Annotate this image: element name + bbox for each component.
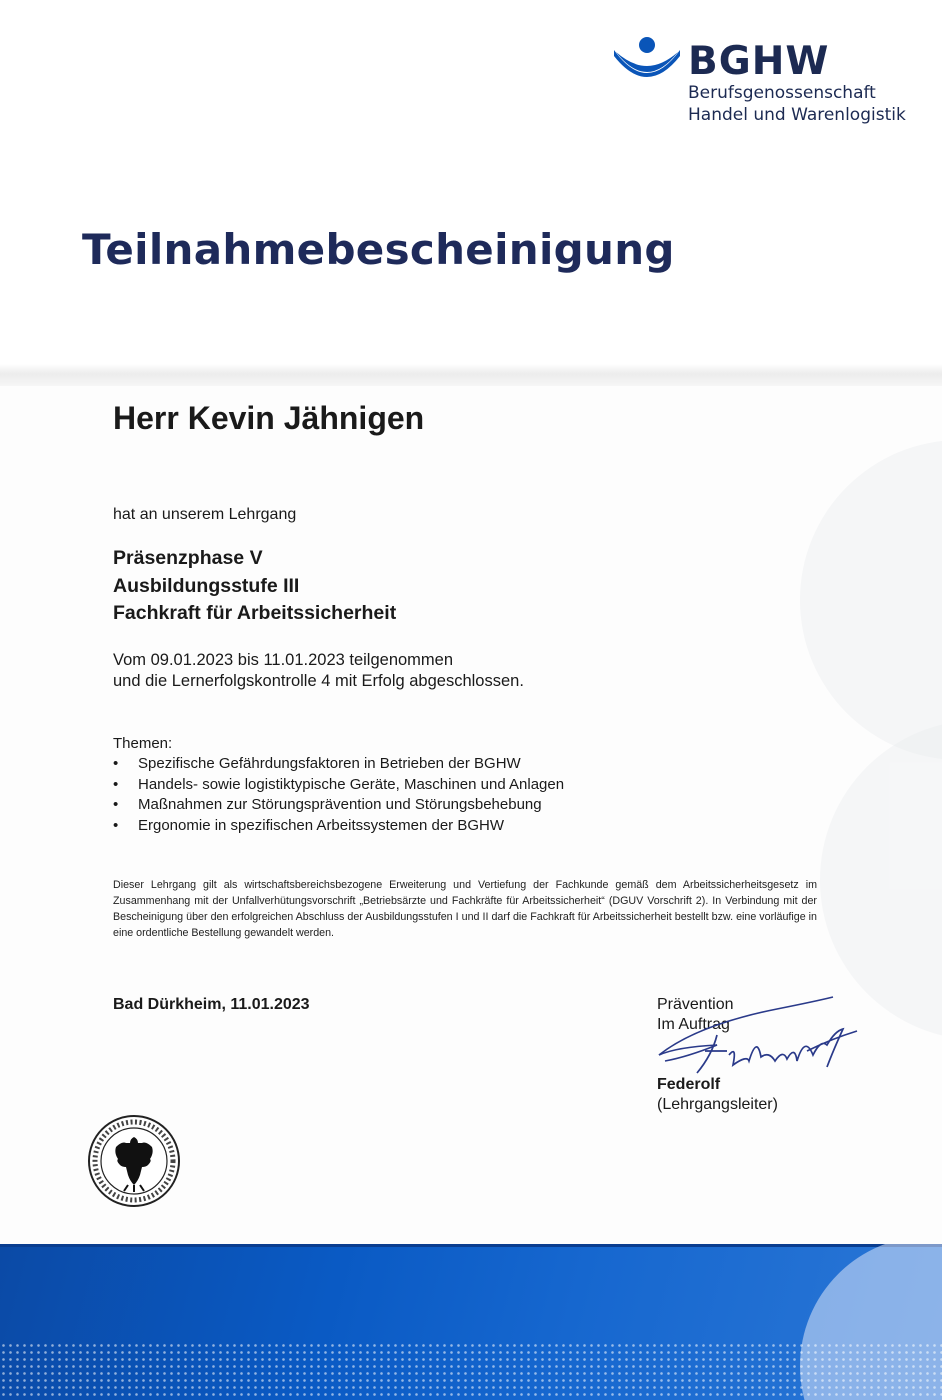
topic-text: Handels- sowie logistiktypische Geräte, Maschinen und Anlagen	[138, 775, 565, 793]
signatory-name: Federolf	[657, 1076, 721, 1093]
place-date: Bad Dürkheim, 11.01.2023	[113, 996, 310, 1013]
bullet-icon: •	[113, 755, 119, 772]
bghw-logo-icon	[612, 36, 682, 86]
topic-item	[113, 775, 564, 796]
official-seal	[86, 1113, 182, 1209]
brand-name: BGHW	[688, 39, 830, 84]
topic-item	[113, 754, 564, 775]
recipient-name: Herr Kevin Jähnigen	[113, 400, 425, 436]
course-block	[113, 545, 396, 628]
brand-subtitle-line1: Berufsgenossenschaft	[688, 83, 876, 103]
footer-band	[0, 1244, 942, 1400]
bghw-logo	[612, 30, 922, 130]
paper-fold	[0, 364, 942, 386]
topic-item	[113, 795, 564, 816]
topics-label: Themen:	[113, 735, 173, 752]
legal-notice: Dieser Lehrgang gilt als wirtschaftsbereichsbezogene Erweiterung und Vertiefung der Fachkunde gemäß dem Arbeitssicherheitsgesetz im Zusammenhang mit der Unfallverhütungsvorschrift „Betriebsärzte und Fachkräfte für Arbeitssicherheit“ (DGUV Vorschrift 2). In Verbindung mit der Bescheinigung über den erfolgreichen Abschluss der Ausbildungsstufen I und II darf die Fachkraft für Arbeitssicherheit bestellt bzw. eine vorläufige in eine ordentliche Bestellung gewandelt werden.	[113, 879, 817, 939]
topic-item	[113, 816, 564, 837]
period-line: Vom 09.01.2023 bis 11.01.2023 teilgenommen	[113, 651, 454, 669]
signature-department: Prävention	[657, 996, 734, 1013]
course-line: Ausbildungsstufe III	[113, 574, 300, 597]
course-line: Fachkraft für Arbeitssicherheit	[113, 602, 397, 624]
bullet-icon: •	[113, 796, 119, 813]
signature-block	[657, 995, 887, 1135]
topics-list	[113, 754, 564, 836]
topic-text: Spezifische Gefährdungsfaktoren in Betrieben der BGHW	[138, 755, 521, 772]
period-block	[113, 650, 524, 692]
bullet-icon: •	[113, 775, 119, 793]
signature-authority: Im Auftrag	[657, 1016, 730, 1033]
eagle-seal-icon	[86, 1113, 182, 1209]
bullet-icon: •	[113, 816, 119, 834]
footer-dot-pattern	[0, 1342, 942, 1400]
brand-subtitle-line2: Handel und Warenlogistik	[688, 105, 906, 125]
topic-text: Ergonomie in spezifischen Arbeitssystemen der BGHW	[138, 816, 504, 834]
intro-text: hat an unserem Lehrgang	[113, 506, 297, 523]
topic-text: Maßnahmen zur Störungsprävention und Störungsbehebung	[138, 796, 542, 813]
document-title: Teilnahmebescheinigung	[82, 225, 675, 274]
signatory-role: (Lehrgangsleiter)	[657, 1096, 778, 1113]
course-line: Präsenzphase V	[113, 547, 263, 569]
period-line: und die Lernerfolgskontrolle 4 mit Erfolg abgeschlossen.	[113, 672, 524, 690]
footer-edge	[0, 1244, 942, 1247]
